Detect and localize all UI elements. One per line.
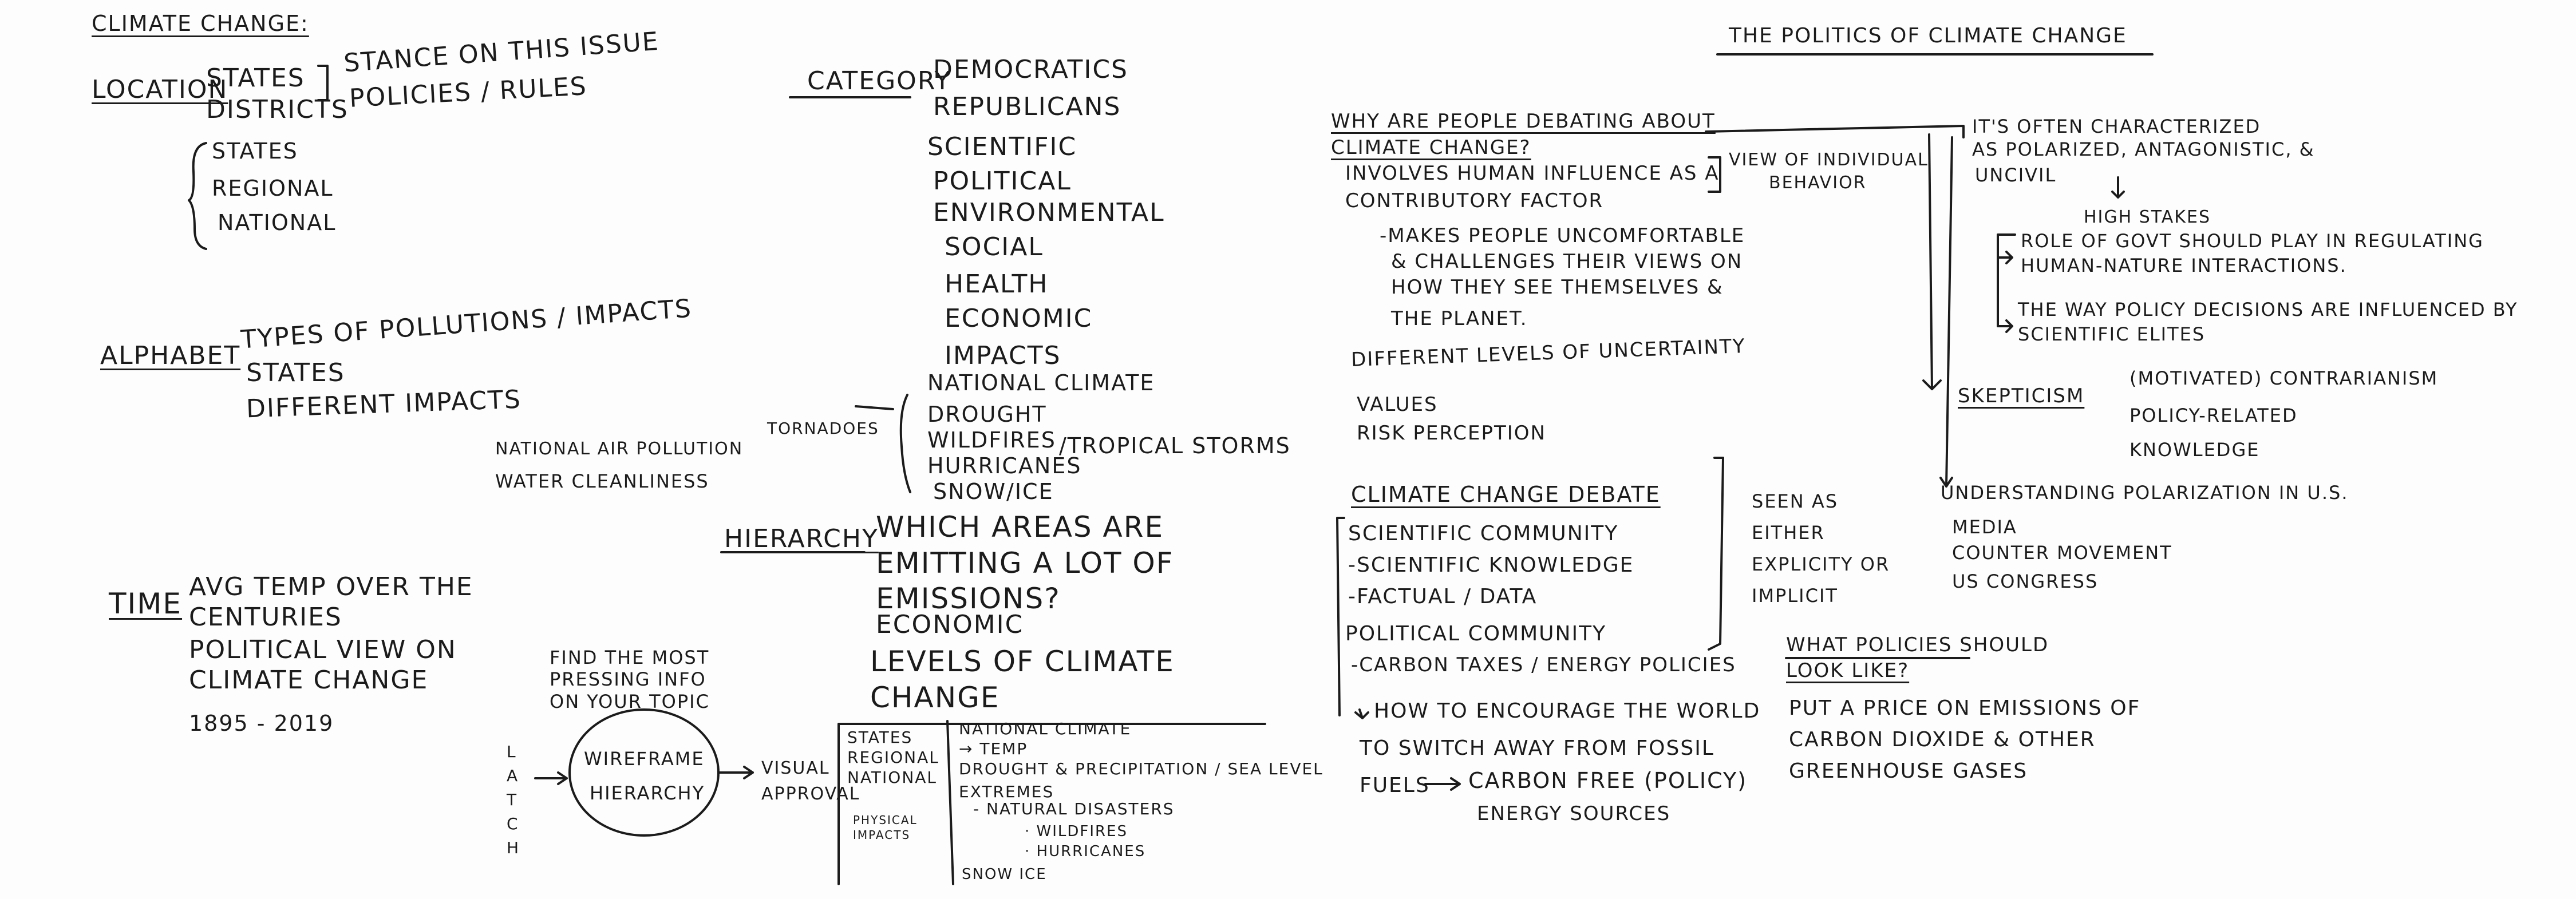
stakes-arrow [2112,177,2124,197]
location-item: STATES [206,64,305,93]
category-label: CATEGORY [807,66,951,96]
carbon-free-line: ENERGY SOURCES [1477,802,1671,825]
table-divider [947,721,953,884]
hierarchy-item: WHICH AREAS ARE EMITTING A LOT OF EMISSIONS? [876,510,1174,615]
debate-heading: CLIMATE CHANGE DEBATE [1351,482,1661,507]
impact-item: NATIONAL CLIMATE [927,370,1155,395]
time-item: 1895 - 2019 [189,711,334,736]
why-item: THE PLANET. [1391,307,1528,330]
category-item: SCIENTIFIC [927,132,1077,161]
category-item: DEMOCRATICS [933,55,1128,84]
skepticism-item: (MOTIVATED) CONTRARIANISM [2129,367,2439,389]
why-heading: WHY ARE PEOPLE DEBATING ABOUT CLIMATE CHANGE? [1331,110,1716,159]
location-sub-item: STATES [212,138,298,164]
hierarchy-item: LEVELS OF CLIMATE CHANGE [870,645,1175,714]
time-item: AVG TEMP OVER THE CENTURIES [189,572,473,632]
why-item: RISK PERCEPTION [1357,422,1546,445]
latch-note: FIND THE MOST PRESSING INFO ON YOUR TOPIC [550,647,710,712]
main-vertical-line [1923,134,1941,389]
characterized-line: UNCIVIL [1975,164,2057,186]
debate-item: -SCIENTIFIC KNOWLEDGE [1348,553,1634,577]
latch-letter: T [507,790,518,809]
alphabet-note: NATIONAL AIR POLLUTION [495,439,744,459]
latch-circle [570,710,718,835]
alphabet-item: TYPES OF POLLUTIONS / IMPACTS [240,294,693,355]
location-sub-brace [189,143,206,249]
time-item: POLITICAL VIEW ON CLIMATE CHANGE [189,635,457,695]
policies-item: PUT A PRICE ON EMISSIONS OF [1789,696,2141,720]
table-row: DROUGHT & PRECIPITATION / SEA LEVEL [959,759,1323,778]
location-item: DISTRICTS [206,95,349,124]
polarization-item: COUNTER MOVEMENT [1952,542,2172,564]
category-item: IMPACTS [945,341,1061,370]
impact-item: SNOW/ICE [933,479,1054,504]
polarization-heading: UNDERSTANDING POLARIZATION IN U.S. [1941,482,2349,504]
why-item: VALUES [1357,393,1438,416]
why-side-note: VIEW OF INDIVIDUAL [1729,150,1929,170]
how-to-arrow [1356,710,1368,718]
skepticism-item: POLICY-RELATED [2129,405,2298,426]
debate-side-note: EXPLICITY OR [1752,553,1890,575]
table-physical-label: PHYSICAL IMPACTS [853,813,918,842]
debate-item: POLITICAL COMMUNITY [1345,622,1607,645]
table-row: EXTREMES [959,782,1054,801]
characterized-line: AS POLARIZED, ANTAGONISTIC, & [1972,138,2315,160]
polar-vertical-line [1941,137,1952,486]
category-item: SOCIAL [945,232,1044,262]
right-page-title: THE POLITICS OF CLIMATE CHANGE [1729,24,2127,47]
debate-item: SCIENTIFIC COMMUNITY [1348,522,1619,545]
latch-letters [507,744,524,856]
table-row: NATIONAL CLIMATE [959,719,1132,738]
latch-letter: H [507,838,520,857]
category-item: POLITICAL [933,167,1072,196]
category-item: HEALTH [945,270,1049,299]
time-label: TIME [109,587,183,620]
latch-arrow-out [718,767,753,778]
latch-result: VISUAL APPROVAL [761,758,860,804]
polarization-item: US CONGRESS [1952,571,2099,592]
location-sub-item: NATIONAL [218,210,337,235]
debate-side-note: IMPLICIT [1752,585,1838,607]
latch-letter: A [507,766,519,785]
impacts-brace [901,395,910,492]
location-bracket-note: STANCE ON THIS ISSUE [342,26,661,78]
latch-arrow-in [535,773,567,784]
why-item: HOW THEY SEE THEMSELVES & [1391,276,1724,299]
hierarchy-item: ECONOMIC [876,610,1024,639]
impact-item: DROUGHT [927,402,1047,427]
table-row: - NATURAL DISASTERS [973,799,1175,818]
latch-letter: L [507,742,517,761]
debate-bracket-right [1709,458,1723,650]
latch-circle-text: WIREFRAME [584,748,705,770]
alphabet-item: STATES [246,358,345,387]
tornadoes-arrow [856,406,893,409]
impact-item: WILDFIRES [927,427,1056,453]
latch-letter: C [507,814,519,833]
debate-item: -CARBON TAXES / ENERGY POLICIES [1351,654,1736,676]
category-item: ENVIRONMENTAL [933,198,1165,227]
latch-circle-text: HIERARCHY [590,782,705,804]
fuels-arrow [1425,778,1460,790]
characterized-line: IT'S OFTEN CHARACTERIZED [1972,116,2261,137]
why-side-note: BEHAVIOR [1769,173,1867,193]
skepticism-item: KNOWLEDGE [2129,439,2260,461]
how-to-line: HOW TO ENCOURAGE THE WORLD [1374,699,1761,723]
hierarchy-label: HIERARCHY [724,524,879,553]
table-left-col: REGIONAL [847,748,939,767]
location-label: LOCATION [92,75,228,104]
policies-heading: WHAT POLICIES SHOULD [1786,633,2049,656]
debate-item: -FACTUAL / DATA [1348,585,1538,608]
table-row: · WILDFIRES [1025,823,1128,840]
location-bracket-note: POLICIES / RULES [348,72,588,113]
stakes-branch [1998,235,2015,332]
location-sub-item: REGIONAL [212,176,334,201]
polarization-item: MEDIA [1952,516,2017,538]
stakes-item: ROLE OF GOVT SHOULD PLAY IN REGULATING HUMAN-NATURE INTERACTIONS. [2021,230,2484,277]
alphabet-item: DIFFERENT IMPACTS [246,385,522,424]
left-page-title: CLIMATE CHANGE: [92,11,309,36]
table-left-col: STATES [847,728,913,747]
how-to-line: TO SWITCH AWAY FROM FOSSIL [1360,736,1714,760]
stakes-item: THE WAY POLICY DECISIONS ARE INFLUENCED BY SCIENTIFIC ELITES [2018,299,2518,346]
alphabet-note: WATER CLEANLINESS [495,470,709,492]
table-left-col: NATIONAL [847,768,938,787]
tropical-storms-note: /TROPICAL STORMS [1059,433,1291,458]
debate-side-note: EITHER [1752,522,1825,544]
alphabet-label: ALPHABET [100,341,241,370]
how-to-line: FUELS [1360,774,1430,797]
category-item: ECONOMIC [945,304,1093,333]
impact-item: HURRICANES [927,453,1082,478]
table-row: · HURRICANES [1025,843,1146,860]
why-item: -MAKES PEOPLE UNCOMFORTABLE [1380,224,1745,247]
table-row: SNOW ICE [962,866,1047,883]
policies-item: GREENHOUSE GASES [1789,759,2028,783]
table-row: → TEMP [959,739,1028,758]
carbon-free-line: CARBON FREE (POLICY) [1468,768,1748,793]
policies-item: CARBON DIOXIDE & OTHER [1789,728,2096,751]
debate-bracket-left [1337,518,1344,715]
why-item: DIFFERENT LEVELS OF UNCERTAINTY [1350,334,1747,372]
tornadoes-note: TORNADOES [767,419,879,438]
policies-heading: LOOK LIKE? [1786,659,1910,682]
category-item: REPUBLICANS [933,92,1121,121]
why-item: INVOLVES HUMAN INFLUENCE AS A CONTRIBUTORY FACTOR [1345,162,1720,212]
high-stakes: HIGH STAKES [2084,207,2211,227]
why-to-characterized-line [1706,126,1963,137]
why-item: & CHALLENGES THEIR VIEWS ON [1391,250,1743,273]
debate-side-note: SEEN AS [1752,490,1839,512]
skepticism-label: SKEPTICISM [1958,385,2085,407]
